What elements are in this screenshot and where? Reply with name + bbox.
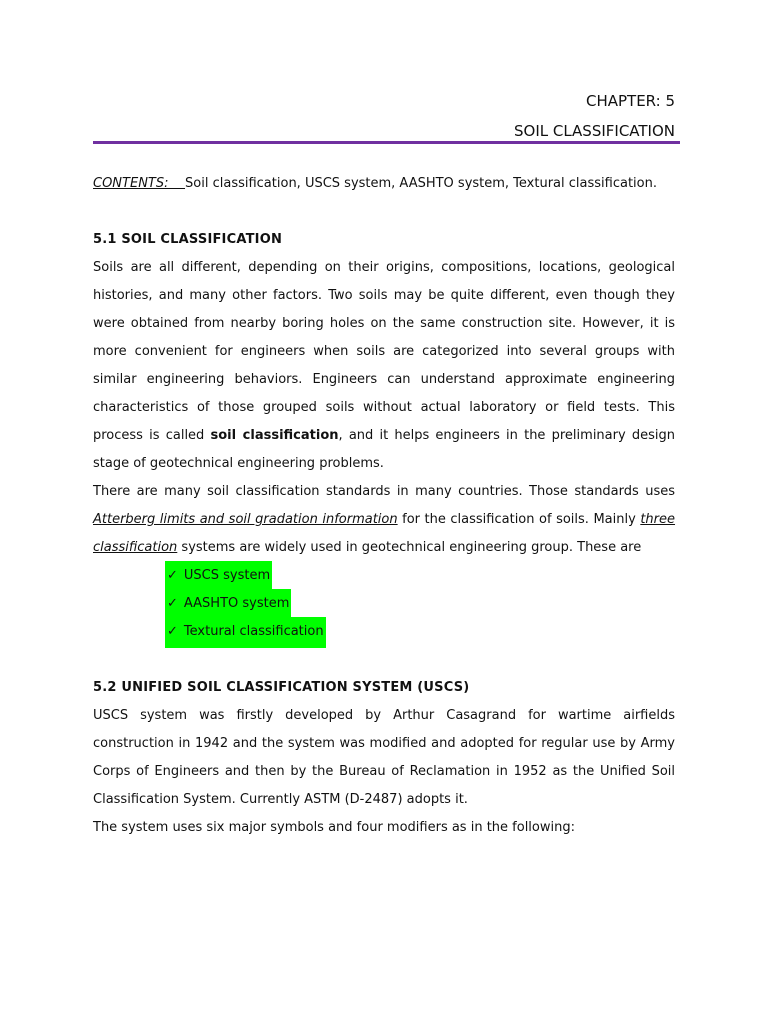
- paragraph-text: , and it helps engineers in the preliminary design stage of geotechnical engineering problems.: [93, 428, 675, 471]
- section1-paragraph1: [93, 254, 675, 478]
- checkmark-icon: ✓: [167, 595, 178, 611]
- paragraph-text: systems are widely used in geotechnical engineering group. These are: [177, 540, 642, 555]
- chapter-header: [514, 86, 675, 146]
- highlighted-item: [165, 617, 326, 648]
- paragraph-text: Soils are all different, depending on their origins, compositions, locations, geological histories, and many other factors. Two soils may be quite different, even though they were obtained from nearby boring holes on the same construction site. However, it is more convenient for engineers when soils are categorized into several groups with similar engineering behaviors. Engineers can understand approximate engineering characteristics of those grouped soils without actual laboratory or field tests. This process is called: [93, 260, 675, 443]
- document-body: [93, 170, 675, 842]
- bold-term: soil classification: [210, 428, 339, 443]
- paragraph-text: for the classification of soils. Mainly: [397, 512, 641, 527]
- section1-paragraph2: [93, 478, 675, 562]
- list-item: [165, 562, 675, 590]
- paragraph-text: There are many soil classification standards in many countries. Those standards uses: [93, 484, 675, 499]
- section-heading-5-1: 5.1 SOIL CLASSIFICATION: [93, 232, 283, 247]
- chapter-title: SOIL CLASSIFICATION: [513, 122, 675, 140]
- emphasis-atterberg: Atterberg limits and soil gradation information: [93, 512, 398, 527]
- checkmark-icon: ✓: [167, 567, 178, 583]
- list-item-label: Textural classification: [183, 623, 324, 639]
- highlighted-item: [165, 561, 272, 592]
- contents-text: Soil classification, USCS system, AASHTO system, Textural classification.: [185, 176, 657, 191]
- section-heading-5-2: 5.2 UNIFIED SOIL CLASSIFICATION SYSTEM (USCS): [93, 680, 470, 695]
- classification-systems-list: [93, 562, 675, 646]
- section2-paragraph2: The system uses six major symbols and four modifiers as in the following:: [93, 820, 575, 835]
- chapter-number: CHAPTER: 5: [585, 92, 675, 110]
- checkmark-icon: ✓: [167, 623, 178, 639]
- highlighted-item: [165, 589, 291, 620]
- emphasis-three-classification: three classification: [93, 512, 676, 555]
- list-item: [165, 618, 675, 646]
- list-item-label: USCS system: [183, 567, 271, 583]
- contents-paragraph: [93, 170, 675, 198]
- contents-label: CONTENTS:: [93, 176, 169, 191]
- list-item-label: AASHTO system: [183, 595, 290, 611]
- header-divider: [93, 141, 680, 144]
- section2-paragraph1: USCS system was firstly developed by Arthur Casagrand for wartime airfields construction in 1942 and the system was modified and adopted for regular use by Army Corps of Engineers and then by the Bureau of Reclamation in 1952 as the Unified Soil Classification System. Currently ASTM (D-2487) adopts it.: [93, 708, 675, 807]
- list-item: [165, 590, 675, 618]
